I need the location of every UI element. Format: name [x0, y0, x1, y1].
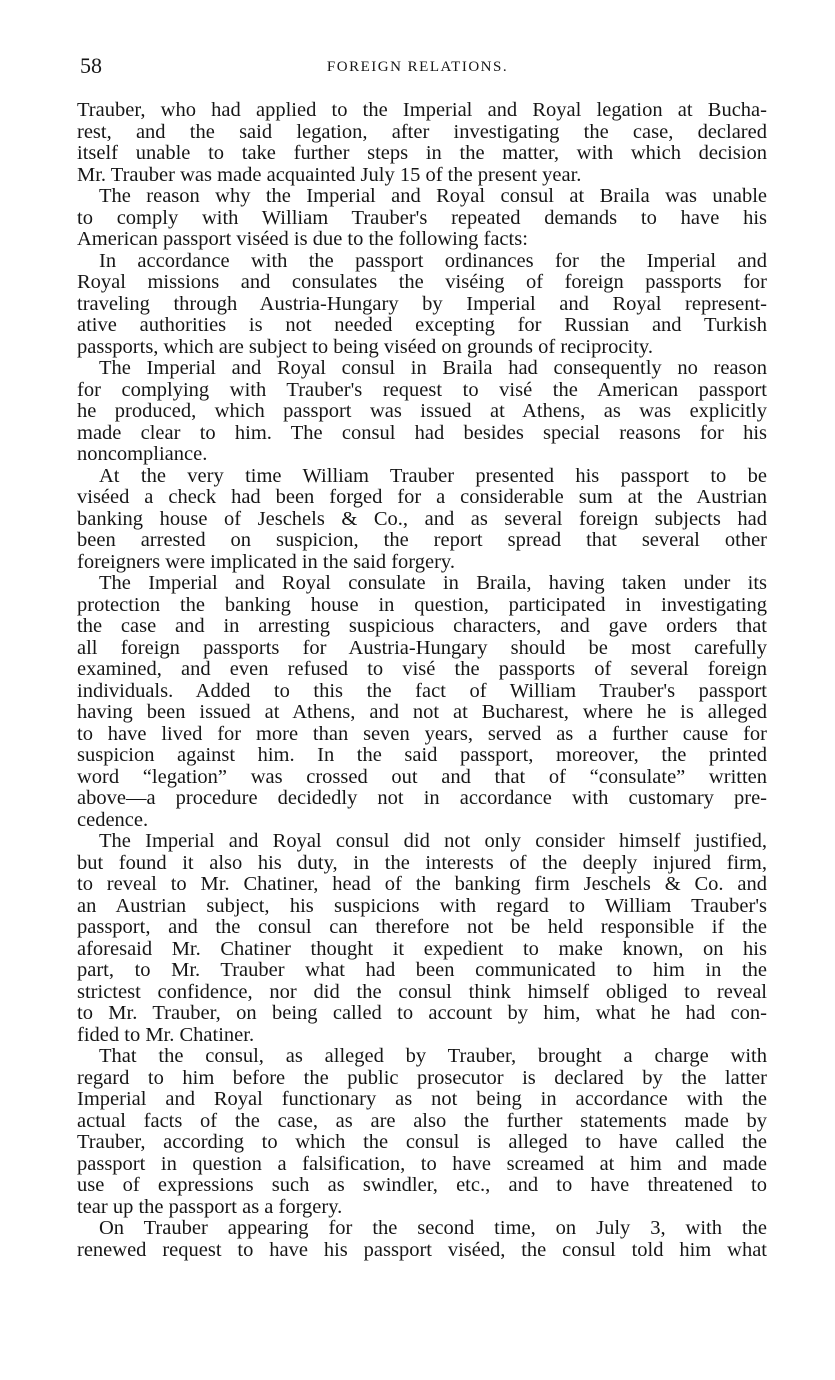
text-line: The Imperial and Royal consulate in Braila, having taken under its [99, 572, 767, 594]
page-number: 58 [80, 53, 102, 78]
text-line: Trauber, who had applied to the Imperial and Royal legation at Bucha- [77, 99, 767, 121]
text-line: Mr. Trauber was made acquainted July 15 of the present year. [77, 163, 582, 186]
text-line: banking house of Jeschels & Co., and as several foreign subjects had [77, 507, 767, 530]
text-line: to have lived for more than seven years, served as a further cause for [77, 722, 767, 745]
text-line: word “legation” was crossed out and that of “consulate” written [77, 765, 767, 788]
text-line: above—a procedure decidedly not in accordance with customary pre- [77, 787, 767, 809]
text-line: renewed request to have his passport viséed, the consul told him what [77, 1238, 767, 1261]
text-line: all foreign passports for Austria-Hungary should be most carefully [77, 636, 767, 659]
text-line: part, to Mr. Trauber what had been communicated to him in the [77, 959, 767, 981]
text-line: for complying with Trauber's request to visé the American passport [77, 378, 767, 401]
text-line: The Imperial and Royal consul in Braila had consequently no reason [99, 357, 767, 379]
text-line: actual facts of the case, as are also the further statements made by [77, 1109, 767, 1132]
text-line: tear up the passport as a forgery. [77, 1195, 343, 1218]
text-line: Trauber, according to which the consul is alleged to have called the [77, 1131, 767, 1153]
text-line: the case and in arresting suspicious characters, and gave orders that [77, 615, 767, 637]
text-line: having been issued at Athens, and not at Bucharest, where he is alleged [77, 701, 767, 723]
text-line: viséed a check had been forged for a considerable sum at the Austrian [77, 486, 767, 508]
paragraph [77, 251, 767, 359]
text-line: At the very time William Trauber presented his passport to be [99, 464, 767, 487]
text-line: passport, and the consul can therefore not be held responsible if the [77, 916, 767, 938]
text-line: been arrested on suspicion, the report spread that several other [77, 529, 767, 551]
text-line: Royal missions and consulates the viséing of foreign passports for [77, 271, 767, 293]
text-line: noncompliance. [77, 443, 208, 465]
paragraph [77, 466, 767, 574]
text-line: That the consul, as alleged by Trauber, brought a charge with [99, 1045, 767, 1067]
text-line: itself unable to take further steps in the matter, with which decision [77, 142, 767, 164]
text-line: aforesaid Mr. Chatiner thought it expedient to make known, on his [77, 937, 767, 960]
text-line: The reason why the Imperial and Royal consul at Braila was unable [99, 185, 767, 207]
text-line: individuals. Added to this the fact of William Trauber's passport [77, 679, 767, 702]
text-line: cedence. [77, 808, 149, 831]
text-line: use of expressions such as swindler, etc., and to have threatened to [77, 1174, 767, 1196]
text-line: On Trauber appearing for the second time, on July 3, with the [99, 1217, 767, 1239]
paragraph [77, 186, 767, 251]
body-text [77, 100, 767, 1261]
paragraph [77, 100, 767, 186]
paragraph [77, 1218, 767, 1261]
text-line: regard to him before the public prosecutor is declared by the latter [77, 1066, 767, 1089]
text-line: fided to Mr. Chatiner. [77, 1023, 255, 1046]
text-line: strictest confidence, nor did the consul think himself obliged to reveal [77, 980, 767, 1003]
page-header [0, 50, 835, 82]
paragraph [77, 831, 767, 1046]
text-line: an Austrian subject, his suspicions with regard to William Trauber's [77, 894, 767, 917]
paragraph [77, 1046, 767, 1218]
text-line: to comply with William Trauber's repeated demands to have his [77, 206, 767, 229]
paragraph [77, 358, 767, 466]
text-line: suspicion against him. In the said passport, moreover, the printed [77, 744, 767, 766]
text-line: examined, and even refused to visé the passports of several foreign [77, 658, 767, 680]
text-line: In accordance with the passport ordinances for the Imperial and [99, 249, 767, 272]
text-line: to reveal to Mr. Chatiner, head of the banking firm Jeschels & Co. and [77, 873, 767, 895]
text-line: protection the banking house in question, participated in investigating [77, 593, 767, 616]
text-line: made clear to him. The consul had besides special reasons for his [77, 421, 767, 444]
text-line: Imperial and Royal functionary as not being in accordance with the [77, 1088, 767, 1110]
text-line: American passport viséed is due to the following facts: [77, 228, 528, 250]
text-line: traveling through Austria-Hungary by Imperial and Royal represent- [77, 292, 767, 315]
text-line: passports, which are subject to being viséed on grounds of reciprocity. [77, 335, 653, 358]
text-line: rest, and the said legation, after investigating the case, declared [77, 120, 767, 143]
text-line: The Imperial and Royal consul did not only consider himself justified, [99, 830, 767, 852]
text-line: ative authorities is not needed excepting for Russian and Turkish [77, 314, 767, 336]
text-line: he produced, which passport was issued at Athens, as was explicitly [77, 400, 767, 422]
text-line: passport in question a falsification, to have screamed at him and made [77, 1152, 767, 1175]
running-title: FOREIGN RELATIONS. [326, 59, 509, 75]
paragraph [77, 573, 767, 831]
text-line: but found it also his duty, in the interests of the deeply injured firm, [77, 851, 767, 874]
text-line: foreigners were implicated in the said forgery. [77, 550, 455, 573]
text-line: to Mr. Trauber, on being called to account by him, what he had con- [77, 1002, 767, 1024]
